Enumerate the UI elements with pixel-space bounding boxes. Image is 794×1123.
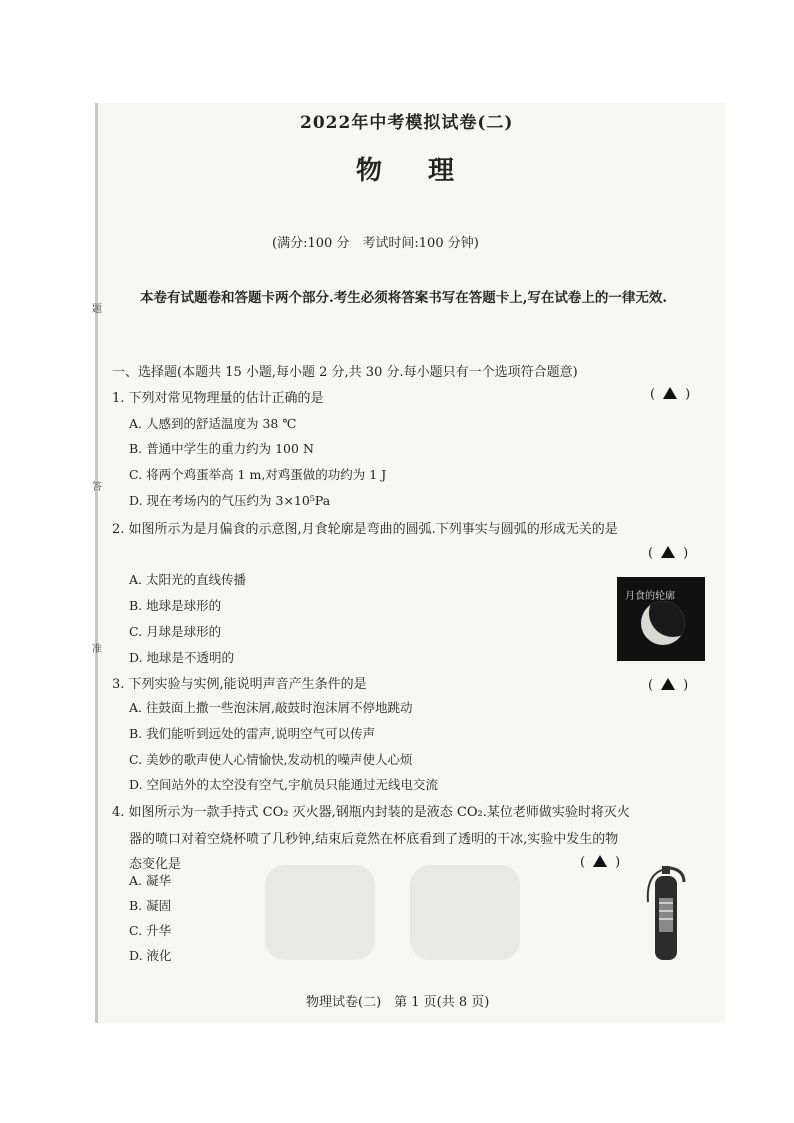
page-footer: 物理试卷(二) 第 1 页(共 8 页) (306, 995, 490, 1010)
question-4-option-c: C. 升华 (129, 923, 172, 938)
question-3-option-a: A. 往鼓面上撒一些泡沫屑,敲鼓时泡沫屑不停地跳动 (129, 700, 413, 715)
fire-extinguisher-figure (640, 862, 690, 962)
answer-triangle-icon (663, 387, 677, 399)
question-3-stem: 3. 下列实验与实例,能说明声音产生条件的是 (112, 677, 367, 692)
question-1-option-c: C. 将两个鸡蛋举高 1 m,对鸡蛋做的功约为 1 J (129, 467, 387, 482)
figure-caption: 月食的轮廓 (625, 591, 675, 602)
answer-triangle-icon (593, 855, 607, 867)
margin-mark-2: 答 (92, 482, 102, 493)
question-4-option-a: A. 凝华 (129, 873, 171, 888)
question-4-stem-line-1: 4. 如图所示为一款手持式 CO₂ 灭火器,钢瓶内封装的是液态 CO₂.某位老师做实验时将灭火 (112, 805, 630, 820)
question-1-option-a: A. 人感到的舒适温度为 38 ℃ (129, 416, 297, 431)
question-4-answer-slot: ( ) (580, 855, 621, 870)
exam-meta: (满分:100 分 考试时间:100 分钟) (272, 236, 479, 251)
fire-extinguisher-icon (640, 862, 690, 962)
answer-triangle-icon (661, 678, 675, 690)
question-2-option-c: C. 月球是球形的 (129, 624, 222, 639)
question-2-option-a: A. 太阳光的直线传播 (129, 572, 246, 587)
question-3-answer-slot: ( ) (648, 678, 689, 693)
exam-title: 2022年中考模拟试卷(二) (300, 113, 514, 133)
bleed-through-image-left (265, 865, 375, 960)
question-1-option-b: B. 普通中学生的重力约为 100 N (129, 441, 314, 456)
question-2-option-b: B. 地球是球形的 (129, 598, 222, 613)
question-4-stem-line-2: 器的喷口对着空烧杯喷了几秒钟,结束后竟然在杯底看到了透明的干冰,实验中发生的物 (129, 832, 619, 847)
question-1-answer-slot: ( ) (650, 387, 691, 402)
question-3-option-c: C. 美妙的歌声使人心情愉快,发动机的噪声使人心烦 (129, 752, 413, 767)
notice-text: 本卷有试题卷和答题卡两个部分.考生必须将答案书写在答题卡上,写在试卷上的一律无效. (140, 290, 668, 306)
question-2-option-d: D. 地球是不透明的 (129, 650, 235, 665)
question-4-stem-line-3: 态变化是 (129, 857, 182, 872)
margin-mark-3: 准 (92, 644, 102, 655)
paper-edge (95, 103, 98, 1023)
section-heading: 一、选择题(本题共 15 小题,每小题 2 分,共 30 分.每小题只有一个选项符合题意) (112, 365, 578, 380)
question-1-stem: 1. 下列对常见物理量的估计正确的是 (112, 391, 324, 406)
question-2-answer-slot: ( ) (648, 546, 689, 561)
question-3-option-b: B. 我们能听到远处的雷声,说明空气可以传声 (129, 726, 376, 741)
question-3-option-d: D. 空间站外的太空没有空气,宇航员只能通过无线电交流 (129, 777, 438, 792)
subject-title: 物理 (356, 156, 501, 186)
question-2-stem: 2. 如图所示为是月偏食的示意图,月食轮廓是弯曲的圆弧.下列事实与圆弧的形成无关的是 (112, 522, 618, 537)
margin-mark-1: 题 (92, 304, 102, 315)
question-4-option-d: D. 液化 (129, 948, 172, 963)
question-4-option-b: B. 凝固 (129, 898, 172, 913)
lunar-eclipse-figure (617, 577, 705, 661)
question-1-option-d: D. 现在考场内的气压约为 3×10⁵Pa (129, 493, 331, 508)
bleed-through-image-right (410, 865, 520, 960)
answer-triangle-icon (661, 546, 675, 558)
